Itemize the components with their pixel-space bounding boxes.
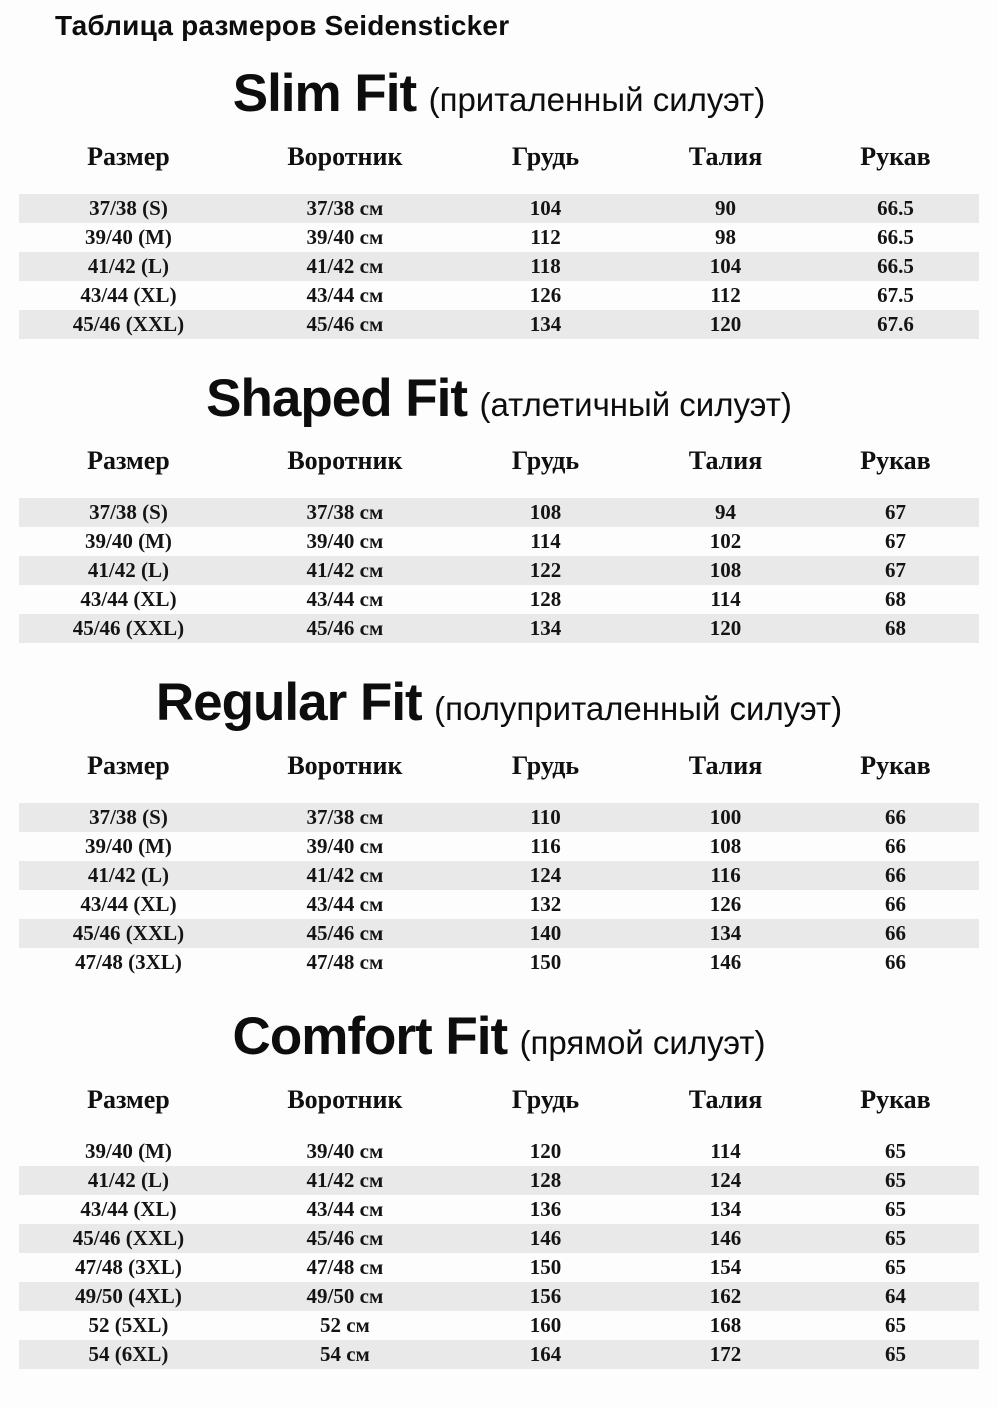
- section-heading: [0, 369, 998, 430]
- cell-size: 45/46 (XXL): [72, 921, 185, 946]
- header-waist: Талия: [688, 751, 763, 781]
- header-sleeve: Рукав: [860, 751, 931, 781]
- cell-chest: 126: [529, 282, 562, 307]
- cell-sleeve: 65: [884, 1313, 906, 1338]
- cell-waist: 100: [709, 805, 742, 830]
- fit-subtitle: (прямой силуэт): [519, 1024, 766, 1062]
- cell-chest: 136: [529, 1197, 562, 1222]
- cell-chest: 118: [530, 253, 561, 278]
- cell-collar: 41/42 см: [306, 253, 384, 278]
- cell-collar: 41/42 см: [306, 1168, 384, 1193]
- cell-size: 37/38 (S): [89, 500, 168, 525]
- cell-sleeve: 67.5: [877, 282, 914, 307]
- cell-chest: 128: [529, 587, 562, 612]
- cell-chest: 140: [529, 921, 562, 946]
- table-row: [19, 948, 979, 977]
- table-row: [19, 614, 979, 643]
- cell-size: 41/42 (L): [87, 863, 169, 888]
- cell-size: 39/40 (M): [84, 529, 172, 554]
- cell-waist: 116: [710, 863, 741, 888]
- cell-chest: 146: [529, 1226, 562, 1251]
- table-row: [19, 310, 979, 339]
- header-collar: Воротник: [287, 141, 403, 171]
- header-sleeve: Рукав: [860, 141, 931, 171]
- fit-subtitle: (приталенный силуэт): [428, 80, 766, 118]
- cell-collar: 43/44 см: [306, 282, 384, 307]
- header-collar: Воротник: [287, 751, 403, 781]
- header-sleeve: Рукав: [860, 1085, 931, 1115]
- cell-collar: 37/38 см: [306, 195, 384, 220]
- cell-waist: 162: [709, 1284, 742, 1309]
- table-row: [19, 252, 979, 281]
- cell-collar: 41/42 см: [306, 558, 384, 583]
- cell-sleeve: 65: [884, 1255, 906, 1280]
- cell-chest: 128: [529, 1168, 562, 1193]
- cell-collar: 41/42 см: [306, 863, 384, 888]
- table-row: [19, 890, 979, 919]
- table-header-row: [19, 1082, 979, 1118]
- cell-size: 47/48 (3XL): [75, 950, 182, 975]
- cell-sleeve: 66: [884, 834, 906, 859]
- cell-size: 52 (5XL): [88, 1313, 169, 1338]
- cell-sleeve: 67: [884, 500, 906, 525]
- cell-collar: 43/44 см: [306, 1197, 384, 1222]
- cell-collar: 39/40 см: [306, 1139, 384, 1164]
- size-table-slim-fit: [19, 139, 979, 339]
- header-chest: Грудь: [511, 446, 580, 476]
- cell-collar: 52 см: [319, 1313, 370, 1338]
- cell-collar: 47/48 см: [306, 1255, 384, 1280]
- cell-chest: 112: [530, 224, 561, 249]
- cell-size: 41/42 (L): [87, 1168, 169, 1193]
- cell-waist: 134: [709, 1197, 742, 1222]
- header-waist: Талия: [688, 446, 763, 476]
- cell-chest: 114: [530, 529, 561, 554]
- cell-size: 41/42 (L): [87, 558, 169, 583]
- cell-sleeve: 66.5: [877, 195, 914, 220]
- table-row: [19, 1340, 979, 1369]
- cell-collar: 37/38 см: [306, 805, 384, 830]
- table-row: [19, 585, 979, 614]
- section-shaped-fit: [0, 369, 998, 644]
- fit-name: Shaped Fit: [206, 368, 468, 428]
- cell-waist: 168: [709, 1313, 742, 1338]
- table-row: [19, 1253, 979, 1282]
- cell-waist: 146: [709, 950, 742, 975]
- cell-size: 54 (6XL): [88, 1342, 169, 1367]
- cell-collar: 45/46 см: [306, 616, 384, 641]
- cell-size: 43/44 (XL): [80, 892, 177, 917]
- cell-sleeve: 66.5: [877, 253, 914, 278]
- fit-subtitle: (полуприталенный силуэт): [434, 690, 843, 728]
- cell-size: 37/38 (S): [89, 195, 168, 220]
- header-waist: Талия: [688, 141, 763, 171]
- table-row: [19, 1195, 979, 1224]
- cell-chest: 108: [529, 500, 562, 525]
- header-size: Размер: [87, 446, 170, 476]
- header-chest: Грудь: [511, 751, 580, 781]
- cell-waist: 124: [709, 1168, 742, 1193]
- table-row: [19, 1166, 979, 1195]
- table-row: [19, 1224, 979, 1253]
- cell-sleeve: 64: [884, 1284, 906, 1309]
- cell-collar: 45/46 см: [306, 311, 384, 336]
- cell-size: 47/48 (3XL): [75, 1255, 182, 1280]
- header-size: Размер: [87, 751, 170, 781]
- table-header-row: [19, 748, 979, 784]
- cell-chest: 150: [529, 950, 562, 975]
- cell-waist: 134: [709, 921, 742, 946]
- cell-size: 49/50 (4XL): [75, 1284, 182, 1309]
- cell-chest: 164: [529, 1342, 562, 1367]
- section-heading: [0, 1007, 998, 1068]
- cell-waist: 114: [710, 1139, 741, 1164]
- table-row: [19, 1137, 979, 1166]
- cell-waist: 104: [709, 253, 742, 278]
- table-row: [19, 281, 979, 310]
- cell-chest: 104: [529, 195, 562, 220]
- header-chest: Грудь: [511, 141, 580, 171]
- cell-chest: 150: [529, 1255, 562, 1280]
- table-row: [19, 1311, 979, 1340]
- cell-collar: 37/38 см: [306, 500, 384, 525]
- cell-sleeve: 67: [884, 558, 906, 583]
- table-row: [19, 861, 979, 890]
- cell-sleeve: 65: [884, 1226, 906, 1251]
- cell-size: 45/46 (XXL): [72, 616, 185, 641]
- cell-size: 43/44 (XL): [80, 587, 177, 612]
- size-table-comfort-fit: [19, 1082, 979, 1369]
- table-row: [19, 194, 979, 223]
- table-header-row: [19, 443, 979, 479]
- cell-sleeve: 66: [884, 863, 906, 888]
- table-row: [19, 527, 979, 556]
- cell-waist: 120: [709, 616, 742, 641]
- cell-chest: 132: [529, 892, 562, 917]
- page-title: Таблица размеров Seidensticker: [55, 10, 510, 41]
- cell-waist: 94: [715, 500, 737, 525]
- cell-waist: 90: [715, 195, 737, 220]
- cell-chest: 120: [529, 1139, 562, 1164]
- cell-size: 37/38 (S): [89, 805, 168, 830]
- cell-sleeve: 67: [884, 529, 906, 554]
- cell-waist: 102: [709, 529, 742, 554]
- table-row: [19, 223, 979, 252]
- table-row: [19, 498, 979, 527]
- cell-chest: 134: [529, 311, 562, 336]
- cell-waist: 126: [709, 892, 742, 917]
- fit-name: Comfort Fit: [232, 1007, 508, 1067]
- cell-sleeve: 65: [884, 1342, 906, 1367]
- table-row: [19, 803, 979, 832]
- cell-chest: 110: [530, 805, 561, 830]
- section-regular-fit: [0, 673, 998, 977]
- header-size: Размер: [87, 141, 170, 171]
- cell-size: 45/46 (XXL): [72, 311, 185, 336]
- cell-collar: 43/44 см: [306, 587, 384, 612]
- cell-chest: 156: [529, 1284, 562, 1309]
- cell-waist: 98: [715, 224, 737, 249]
- table-row: [19, 1282, 979, 1311]
- fit-subtitle: (атлетичный силуэт): [479, 385, 792, 423]
- header-collar: Воротник: [287, 1085, 403, 1115]
- header-size: Размер: [87, 1085, 170, 1115]
- section-slim-fit: [0, 64, 998, 339]
- cell-chest: 122: [529, 558, 562, 583]
- cell-sleeve: 66: [884, 921, 906, 946]
- cell-collar: 39/40 см: [306, 529, 384, 554]
- cell-sleeve: 65: [884, 1168, 906, 1193]
- cell-sleeve: 65: [884, 1139, 906, 1164]
- header-waist: Талия: [688, 1085, 763, 1115]
- cell-waist: 112: [710, 282, 741, 307]
- cell-size: 39/40 (M): [84, 834, 172, 859]
- fit-name: Slim Fit: [232, 63, 417, 123]
- cell-collar: 45/46 см: [306, 1226, 384, 1251]
- cell-chest: 124: [529, 863, 562, 888]
- cell-size: 43/44 (XL): [80, 282, 177, 307]
- cell-chest: 160: [529, 1313, 562, 1338]
- cell-collar: 45/46 см: [306, 921, 384, 946]
- cell-size: 39/40 (M): [84, 224, 172, 249]
- header-chest: Грудь: [511, 1085, 580, 1115]
- section-comfort-fit: [0, 1007, 998, 1369]
- cell-sleeve: 66: [884, 892, 906, 917]
- cell-sleeve: 68: [884, 616, 906, 641]
- cell-sleeve: 65: [884, 1197, 906, 1222]
- cell-collar: 43/44 см: [306, 892, 384, 917]
- cell-chest: 116: [530, 834, 561, 859]
- cell-collar: 39/40 см: [306, 834, 384, 859]
- cell-waist: 172: [709, 1342, 742, 1367]
- header-collar: Воротник: [287, 446, 403, 476]
- cell-collar: 49/50 см: [306, 1284, 384, 1309]
- cell-size: 39/40 (M): [84, 1139, 172, 1164]
- cell-chest: 134: [529, 616, 562, 641]
- cell-waist: 108: [709, 834, 742, 859]
- header-sleeve: Рукав: [860, 446, 931, 476]
- size-table-regular-fit: [19, 748, 979, 977]
- cell-waist: 146: [709, 1226, 742, 1251]
- section-heading: [0, 673, 998, 734]
- cell-collar: 54 см: [319, 1342, 370, 1367]
- cell-sleeve: 66.5: [877, 224, 914, 249]
- table-row: [19, 556, 979, 585]
- cell-sleeve: 67.6: [877, 311, 914, 336]
- cell-sleeve: 66: [884, 805, 906, 830]
- cell-sleeve: 66: [884, 950, 906, 975]
- table-row: [19, 832, 979, 861]
- cell-waist: 154: [709, 1255, 742, 1280]
- cell-size: 43/44 (XL): [80, 1197, 177, 1222]
- fit-name: Regular Fit: [155, 673, 422, 733]
- cell-waist: 120: [709, 311, 742, 336]
- cell-collar: 47/48 см: [306, 950, 384, 975]
- cell-waist: 114: [710, 587, 741, 612]
- cell-waist: 108: [709, 558, 742, 583]
- cell-collar: 39/40 см: [306, 224, 384, 249]
- size-table-shaped-fit: [19, 443, 979, 643]
- table-header-row: [19, 139, 979, 175]
- cell-size: 45/46 (XXL): [72, 1226, 185, 1251]
- cell-sleeve: 68: [884, 587, 906, 612]
- cell-size: 41/42 (L): [87, 253, 169, 278]
- table-row: [19, 919, 979, 948]
- section-heading: [0, 64, 998, 125]
